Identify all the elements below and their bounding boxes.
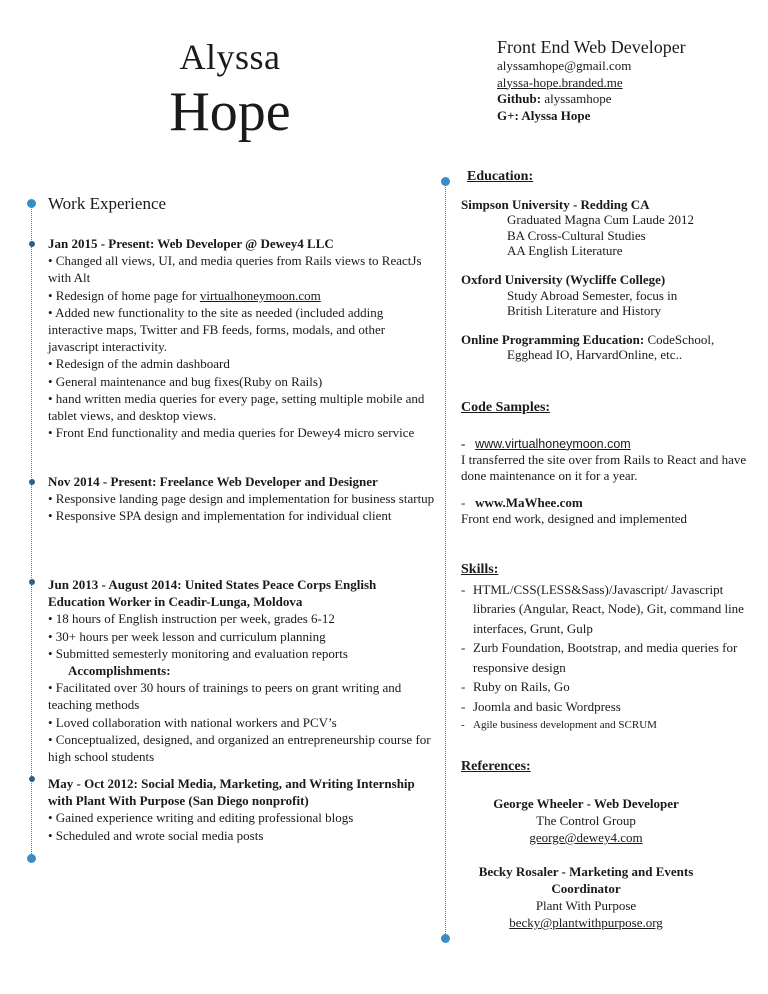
school-detail: BA Cross-Cultural Studies xyxy=(507,227,646,243)
email[interactable]: alyssamhope@gmail.com xyxy=(497,58,632,73)
reference-name: Becky Rosaler - Marketing and Events Coordinator xyxy=(478,864,694,896)
timeline-marker xyxy=(29,776,35,782)
right-timeline xyxy=(445,180,446,940)
reference-email[interactable]: george@dewey4.com xyxy=(529,830,643,845)
school-detail: Graduated Magna Cum Laude 2012 xyxy=(507,212,695,228)
list-item: • Redesign of home page for virtualhoneymoon.com xyxy=(48,287,321,303)
reference-org: The Control Group xyxy=(536,813,636,828)
references-title: References: xyxy=(461,759,531,774)
job-heading: May - Oct 2012: Social Media, Marketing, and Writing Internship with Plant With Purpose (San Diego nonprofit) xyxy=(48,776,415,809)
list-item: • Submitted semesterly monitoring and evaluation reports xyxy=(48,645,348,661)
skill-item: - Agile business development and SCRUM xyxy=(461,719,657,731)
first-name: Alyssa xyxy=(179,37,281,77)
list-item: • hand written media queries for every page, setting multiple mobile and tablet views, and desktop views. xyxy=(48,390,425,424)
timeline-marker xyxy=(29,479,35,485)
school-detail: AA English Literature xyxy=(507,243,623,259)
reference-name: George Wheeler - Web Developer xyxy=(493,796,679,811)
references-section xyxy=(461,758,751,931)
job-internship xyxy=(48,775,436,844)
list-item: • Redesign of the admin dashboard xyxy=(48,356,230,372)
education-section xyxy=(461,169,751,363)
school-detail: Study Abroad Semester, focus in xyxy=(507,287,678,303)
skill-item: - Zurb Foundation, Bootstrap, and media queries for responsive design xyxy=(461,640,738,675)
last-name: Hope xyxy=(169,81,291,143)
list-item: • 18 hours of English instruction per week, grades 6-12 xyxy=(48,611,335,627)
right-timeline-top-dot xyxy=(441,177,450,186)
job-heading: Nov 2014 - Present: Freelance Web Developer and Designer xyxy=(48,474,378,489)
school-name: Online Programming Education: CodeSchool, xyxy=(461,331,715,347)
school-detail: Egghead IO, HarvardOnline, etc.. xyxy=(507,347,683,363)
job-heading: Jan 2015 - Present: Web Developer @ Dewey4 LLC xyxy=(48,236,334,251)
reference xyxy=(461,863,711,931)
timeline-marker xyxy=(29,579,35,585)
school-name: Simpson University - Redding CA xyxy=(461,196,650,212)
code-sample: - www.MaWhee.com xyxy=(461,495,583,511)
code-sample-link[interactable]: www.MaWhee.com xyxy=(475,495,583,511)
skill-item: - Ruby on Rails, Go xyxy=(461,679,570,694)
skill-item: - HTML/CSS(LESS&Sass)/Javascript/ Javascript libraries (Angular, React, Node), Git, command line interfaces, Grunt, Gulp xyxy=(461,581,744,636)
code-sample-desc: Front end work, designed and implemented xyxy=(461,510,688,526)
left-timeline xyxy=(31,203,32,858)
left-timeline-bottom-dot xyxy=(27,854,36,863)
code-sample: - www.virtualhoneymoon.com xyxy=(461,435,631,451)
school-name: Oxford University (Wycliffe College) xyxy=(461,271,666,287)
list-item: • Added new functionality to the site as needed (included adding interactive maps, Twitter and FB feeds, forms, modals, and other javascript interactivity. xyxy=(48,304,386,355)
skill-item: - Joomla and basic Wordpress xyxy=(461,698,621,714)
job-freelance xyxy=(48,473,436,525)
list-item: • 30+ hours per week lesson and curriculum planning xyxy=(48,628,326,644)
job-peace-corps xyxy=(48,576,436,765)
list-item: • Changed all views, UI, and media queries from Rails views to ReactJs with Alt xyxy=(48,253,422,286)
reference-email[interactable]: becky@plantwithpurpose.org xyxy=(509,915,663,930)
code-samples-title: Code Samples: xyxy=(461,400,551,415)
school-detail: British Literature and History xyxy=(507,303,662,319)
job-dewey4 xyxy=(48,235,436,441)
code-sample-link[interactable]: www.virtualhoneymoon.com xyxy=(475,436,631,451)
contact-block xyxy=(497,36,686,124)
list-item: • Facilitated over 30 hours of trainings to peers on grant writing and teaching methods xyxy=(48,680,402,713)
right-timeline-bottom-dot xyxy=(441,934,450,943)
work-experience-title: Work Experience xyxy=(48,194,167,213)
list-item: • Conceptualized, designed, and organized an entrepreneurship course for high school students xyxy=(48,731,431,765)
job-heading: Jun 2013 - August 2014: United States Peace Corps English Education Worker in Ceadir-Lunga, Moldova xyxy=(48,577,377,610)
list-item: • General maintenance and bug fixes(Ruby on Rails) xyxy=(48,373,323,389)
list-item: • Scheduled and wrote social media posts xyxy=(48,827,264,843)
education-title: Education: xyxy=(467,169,534,184)
reference-org: Plant With Purpose xyxy=(535,898,637,913)
virtualhoneymoon-link[interactable]: virtualhoneymoon.com xyxy=(199,287,321,303)
personal-site-link[interactable]: alyssa-hope.branded.me xyxy=(497,74,623,90)
skills-title: Skills: xyxy=(461,562,499,577)
github: Github: alyssamhope xyxy=(497,91,612,106)
list-item: • Responsive SPA design and implementation for individual client xyxy=(48,508,392,524)
skills-section xyxy=(461,560,751,736)
list-item: • Loved collaboration with national workers and PCV’s xyxy=(48,714,337,730)
timeline-marker xyxy=(29,241,35,247)
accomplishments-heading: Accomplishments: xyxy=(68,663,171,679)
google-plus: G+: Alyssa Hope xyxy=(497,107,591,123)
list-item: • Responsive landing page design and implementation for business startup xyxy=(48,491,435,507)
code-sample-desc: I transferred the site over from Rails to React and have done maintenance on it for a year. xyxy=(461,452,747,483)
list-item: • Front End functionality and media queries for Dewey4 micro service xyxy=(48,425,415,441)
left-timeline-top-dot xyxy=(27,199,36,208)
reference xyxy=(461,795,711,846)
list-item: • Gained experience writing and editing professional blogs xyxy=(48,810,354,826)
job-role: Front End Web Developer xyxy=(497,37,686,57)
code-samples-section xyxy=(461,400,751,527)
